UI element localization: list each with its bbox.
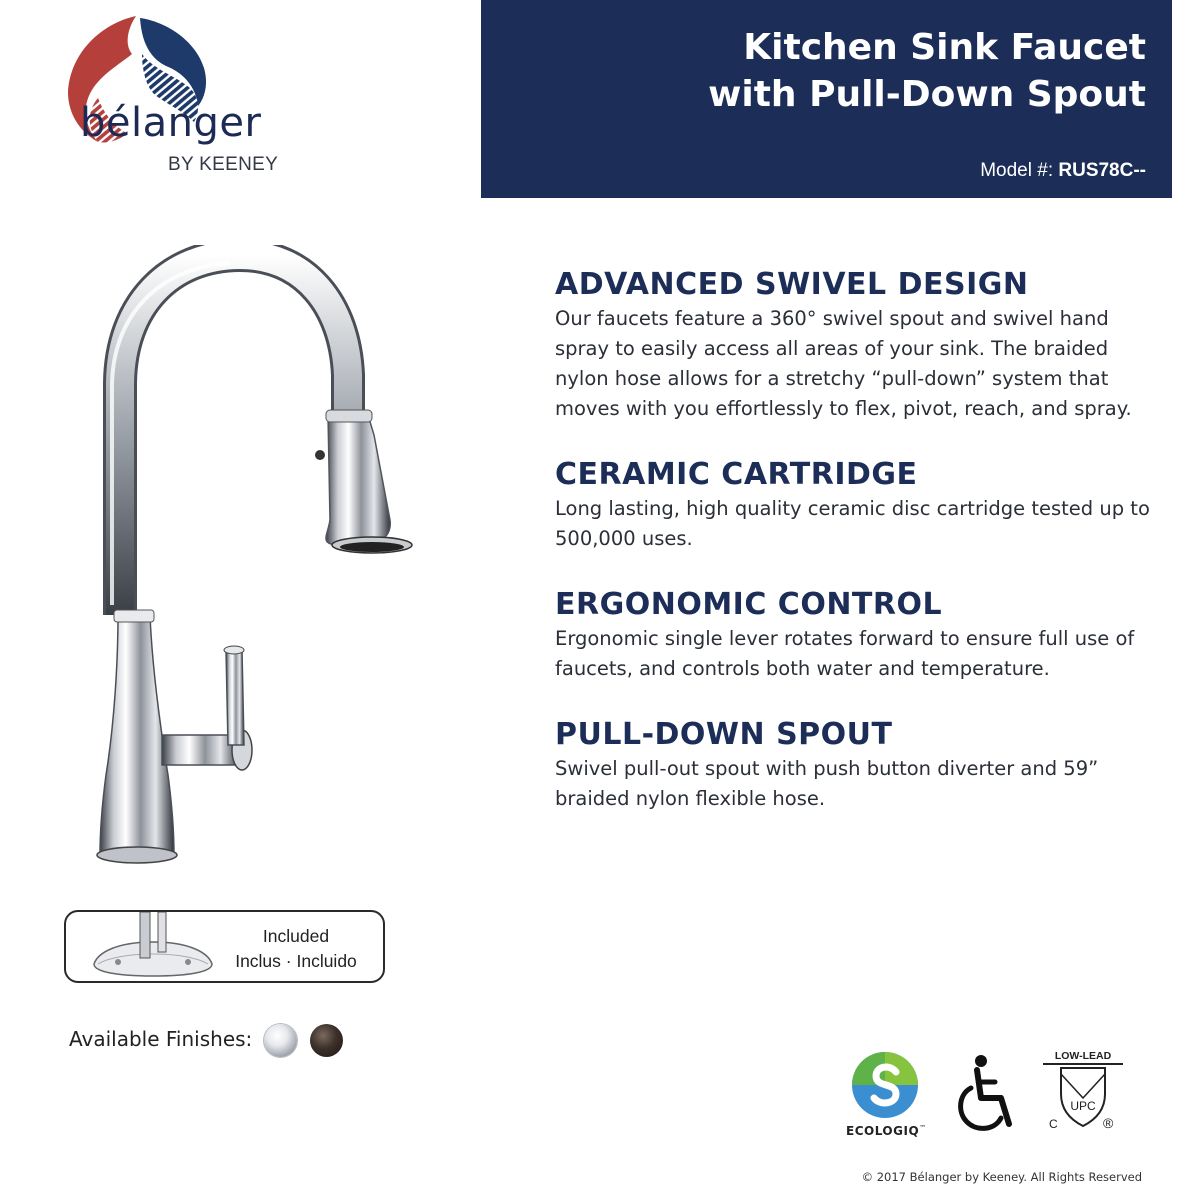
copyright-notice: © 2017 Bélanger by Keeney. All Rights Reserved xyxy=(861,1170,1142,1184)
deck-plate-icon xyxy=(88,912,218,982)
title-line-2: with Pull-Down Spout xyxy=(708,74,1146,115)
upc-registered-mark: ® xyxy=(1103,1115,1114,1131)
included-label: Included xyxy=(262,926,330,946)
wheelchair-accessible-icon xyxy=(955,1054,1017,1136)
ecologiq-icon xyxy=(846,1046,924,1124)
brand-subtitle: BY KEENEY xyxy=(168,154,279,175)
finish-chrome-swatch[interactable] xyxy=(264,1024,297,1057)
model-number xyxy=(980,160,1146,182)
feature-title: ERGONOMIC CONTROL xyxy=(555,587,943,622)
feature-body: Long lasting, high quality ceramic disc cartridge tested up to 500,000 uses. xyxy=(555,497,1150,550)
upc-low-lead-badge xyxy=(1043,1050,1123,1140)
feature-title: ADVANCED SWIVEL DESIGN xyxy=(555,267,1029,302)
faucet-product-image xyxy=(90,245,450,885)
upc-shield-icon xyxy=(1043,1064,1123,1140)
header-banner xyxy=(481,0,1172,198)
ecologiq-name: ECOLOGIQ xyxy=(846,1124,920,1138)
upc-c-mark: C xyxy=(1049,1117,1058,1131)
finishes-label: Available Finishes: xyxy=(69,1027,253,1051)
upc-mark: UPC xyxy=(1070,1099,1096,1113)
title-line-1: Kitchen Sink Faucet xyxy=(743,27,1146,68)
feature-pull-down-spout xyxy=(555,718,1155,814)
finish-bronze-swatch[interactable] xyxy=(310,1024,343,1057)
feature-ceramic-cartridge xyxy=(555,458,1155,554)
ecologiq-badge xyxy=(846,1046,927,1146)
included-text xyxy=(216,924,376,974)
feature-swivel-design xyxy=(555,268,1155,424)
model-label: Model #: xyxy=(980,160,1054,181)
feature-body: Ergonomic single lever rotates forward to ensure full use of faucets, and controls both water and temperature. xyxy=(555,627,1135,680)
model-value: RUS78C-- xyxy=(1058,160,1146,181)
feature-ergonomic-control xyxy=(555,588,1155,684)
ecologiq-trademark: ™ xyxy=(919,1124,927,1132)
included-translations: Inclus · Incluido xyxy=(235,951,357,971)
ecologiq-label xyxy=(846,1124,927,1138)
low-lead-label: LOW-LEAD xyxy=(1043,1050,1123,1065)
feature-title: PULL-DOWN SPOUT xyxy=(555,717,893,752)
feature-body: Our faucets feature a 360° swivel spout and swivel hand spray to easily access all areas of your sink. The braided nylon hose allows for a stretchy “pull-down” system that moves with you effortlessly to flex, pivot, reach, and spray. xyxy=(555,307,1132,420)
page-title xyxy=(708,24,1146,118)
brand-name: bélanger xyxy=(80,100,262,146)
included-deck-plate-box xyxy=(64,910,385,983)
feature-body: Swivel pull-out spout with push button diverter and 59” braided nylon flexible hose. xyxy=(555,757,1099,810)
feature-title: CERAMIC CARTRIDGE xyxy=(555,457,918,492)
